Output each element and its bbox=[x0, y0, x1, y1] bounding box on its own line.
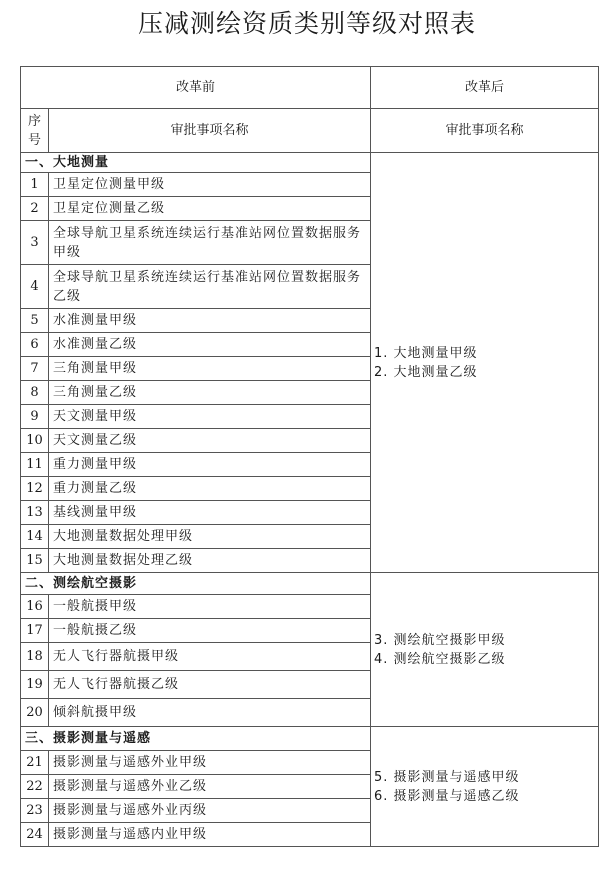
row-number: 20 bbox=[21, 699, 49, 727]
section-title: 二、测绘航空摄影 bbox=[21, 573, 371, 595]
row-number: 23 bbox=[21, 799, 49, 823]
row-number: 18 bbox=[21, 643, 49, 671]
row-number: 9 bbox=[21, 405, 49, 429]
comparison-table bbox=[20, 66, 599, 847]
section-title: 一、大地测量 bbox=[21, 153, 371, 173]
row-item-name: 大地测量数据处理乙级 bbox=[49, 549, 371, 573]
header-item-name-after: 审批事项名称 bbox=[371, 109, 599, 153]
after-item: 4. 测绘航空摄影乙级 bbox=[374, 651, 506, 667]
row-number: 2 bbox=[21, 197, 49, 221]
after-cell-geodesy bbox=[371, 153, 599, 573]
after-item: 5. 摄影测量与遥感甲级 bbox=[374, 769, 520, 785]
header-item-name-before: 审批事项名称 bbox=[49, 109, 371, 153]
row-number: 1 bbox=[21, 173, 49, 197]
page-title: 压减测绘资质类别等级对照表 bbox=[137, 9, 476, 38]
row-number: 8 bbox=[21, 381, 49, 405]
row-item-name: 天文测量乙级 bbox=[49, 429, 371, 453]
row-number: 4 bbox=[21, 265, 49, 309]
after-item: 6. 摄影测量与遥感乙级 bbox=[374, 788, 520, 804]
row-item-name: 重力测量乙级 bbox=[49, 477, 371, 501]
header-seq-text: 序号 bbox=[27, 113, 41, 148]
row-item-name: 重力测量甲级 bbox=[49, 453, 371, 477]
row-number: 17 bbox=[21, 619, 49, 643]
section-row bbox=[21, 153, 599, 173]
row-number: 21 bbox=[21, 751, 49, 775]
row-item-name: 摄影测量与遥感外业丙级 bbox=[49, 799, 371, 823]
header-after: 改革后 bbox=[371, 67, 599, 109]
header-before: 改革前 bbox=[21, 67, 371, 109]
row-item-name: 摄影测量与遥感外业乙级 bbox=[49, 775, 371, 799]
row-item-name: 摄影测量与遥感外业甲级 bbox=[49, 751, 371, 775]
row-number: 15 bbox=[21, 549, 49, 573]
header-row-top bbox=[21, 67, 599, 109]
row-item-name: 水准测量甲级 bbox=[49, 309, 371, 333]
row-number: 6 bbox=[21, 333, 49, 357]
row-number: 22 bbox=[21, 775, 49, 799]
after-item: 3. 测绘航空摄影甲级 bbox=[374, 632, 506, 648]
row-item-name: 天文测量甲级 bbox=[49, 405, 371, 429]
row-item-name: 无人飞行器航摄甲级 bbox=[49, 643, 371, 671]
row-item-name: 全球导航卫星系统连续运行基准站网位置数据服务乙级 bbox=[49, 265, 371, 309]
row-item-name: 倾斜航摄甲级 bbox=[49, 699, 371, 727]
row-item-name: 卫星定位测量甲级 bbox=[49, 173, 371, 197]
row-number: 5 bbox=[21, 309, 49, 333]
row-number: 13 bbox=[21, 501, 49, 525]
row-number: 16 bbox=[21, 595, 49, 619]
section-row bbox=[21, 573, 599, 595]
row-item-name: 卫星定位测量乙级 bbox=[49, 197, 371, 221]
row-item-name: 无人飞行器航摄乙级 bbox=[49, 671, 371, 699]
row-item-name: 摄影测量与遥感内业甲级 bbox=[49, 823, 371, 847]
row-item-name: 一般航摄乙级 bbox=[49, 619, 371, 643]
row-number: 19 bbox=[21, 671, 49, 699]
row-item-name: 一般航摄甲级 bbox=[49, 595, 371, 619]
after-item: 1. 大地测量甲级 bbox=[374, 345, 478, 361]
row-item-name: 水准测量乙级 bbox=[49, 333, 371, 357]
row-item-name: 三角测量乙级 bbox=[49, 381, 371, 405]
row-number: 24 bbox=[21, 823, 49, 847]
row-number: 14 bbox=[21, 525, 49, 549]
row-number: 7 bbox=[21, 357, 49, 381]
row-item-name: 基线测量甲级 bbox=[49, 501, 371, 525]
section-title: 三、摄影测量与遥感 bbox=[21, 727, 371, 751]
header-row-sub bbox=[21, 109, 599, 153]
row-item-name: 全球导航卫星系统连续运行基准站网位置数据服务甲级 bbox=[49, 221, 371, 265]
section-row bbox=[21, 727, 599, 751]
row-item-name: 三角测量甲级 bbox=[49, 357, 371, 381]
row-number: 3 bbox=[21, 221, 49, 265]
row-number: 10 bbox=[21, 429, 49, 453]
header-seq bbox=[21, 109, 49, 153]
row-number: 11 bbox=[21, 453, 49, 477]
row-number: 12 bbox=[21, 477, 49, 501]
after-item: 2. 大地测量乙级 bbox=[374, 364, 478, 380]
after-cell-aerial bbox=[371, 573, 599, 727]
after-cell-photogrammetry bbox=[371, 727, 599, 847]
row-item-name: 大地测量数据处理甲级 bbox=[49, 525, 371, 549]
